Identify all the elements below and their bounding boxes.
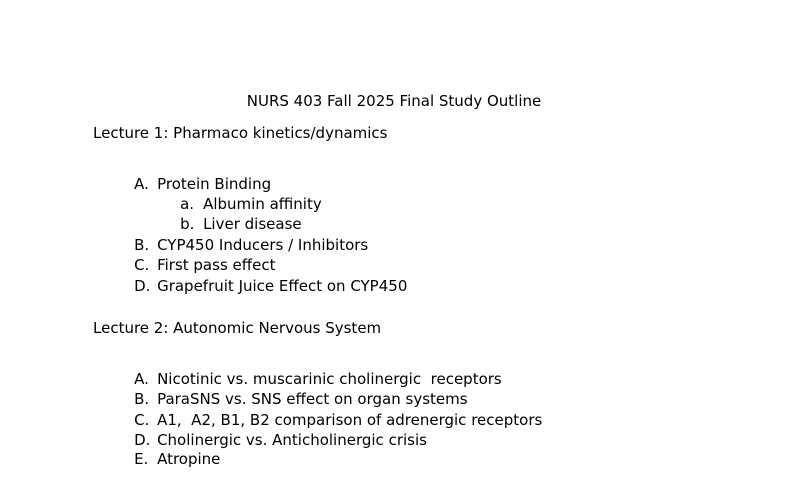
list-item: [115, 256, 407, 316]
list-item-text: First pass effect: [157, 256, 276, 274]
list-marker: C.: [134, 256, 150, 274]
list-item: [115, 429, 220, 489]
list-item-text: Nicotinic vs. muscarinic cholinergic receptors: [157, 370, 502, 388]
list-marker: D.: [134, 431, 151, 449]
list-marker: b.: [180, 215, 195, 233]
list-marker: A.: [134, 370, 149, 388]
list-marker: D.: [134, 277, 151, 295]
list-marker: a.: [180, 195, 195, 213]
document-title: NURS 403 Fall 2025 Final Study Outline: [246, 92, 542, 110]
list-item-text: ParaSNS vs. SNS effect on organ systems: [157, 390, 468, 408]
list-item-text: Grapefruit Juice Effect on CYP450: [157, 277, 408, 295]
list-marker: A.: [134, 175, 149, 193]
list-item-text: A1, A2, B1, B2 comparison of adrenergic receptors: [157, 411, 543, 429]
list-item-text: Protein Binding: [157, 175, 272, 193]
list-item-text: Atropine: [157, 450, 221, 468]
list-marker: C.: [134, 411, 150, 429]
section-heading: Lecture 2: Autonomic Nervous System: [93, 319, 382, 337]
section-heading: Lecture 1: Pharmaco kinetics/dynamics: [93, 124, 388, 142]
list-item-text: Cholinergic vs. Anticholinergic crisis: [157, 431, 427, 449]
list-item-text: Albumin affinity: [203, 195, 322, 213]
list-marker: B.: [134, 390, 150, 408]
list-item-text: Liver disease: [203, 215, 302, 233]
list-item-text: CYP450 Inducers / Inhibitors: [157, 236, 369, 254]
list-marker: B.: [134, 236, 150, 254]
list-marker: E.: [134, 450, 149, 468]
